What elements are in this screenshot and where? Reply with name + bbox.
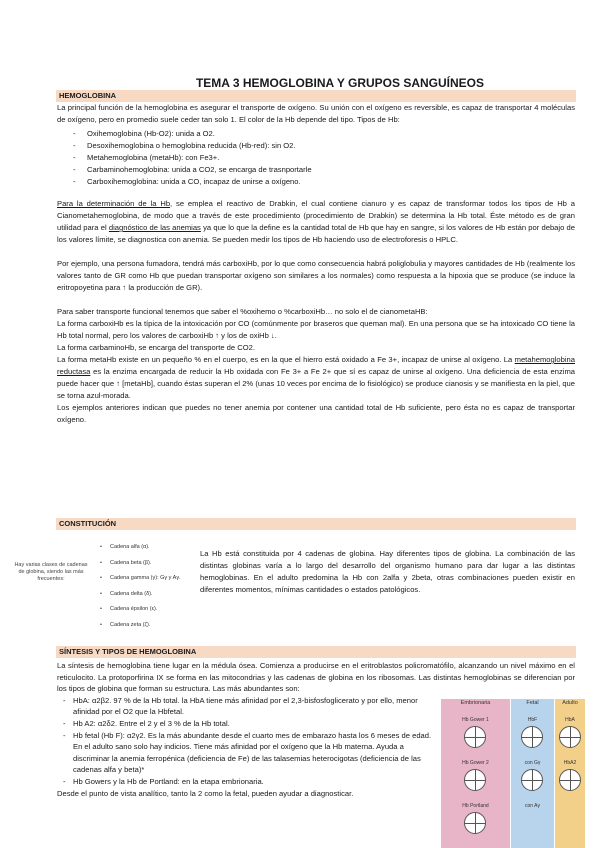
column-header: Fetal xyxy=(526,700,539,706)
fetal-column xyxy=(511,699,554,848)
diagram-label: con Gγ xyxy=(524,760,541,766)
diagram-label: Hb Portland xyxy=(462,803,489,809)
hb-variants-list xyxy=(57,695,435,788)
column-header: Adulto xyxy=(562,700,578,706)
drabkin-text-b: ya que lo que la define es la cantidad total de Hb que hay en sangre, si los valores de Hb están por debajo de los valores límite, se diagnostica con anemia. Se pueden medir los tipos de Hb haciendo uso de electroforesis o HPLC. xyxy=(57,223,575,244)
diagram-label: con Aγ xyxy=(524,803,540,809)
diagram-label: HbA2 xyxy=(563,760,577,766)
page-title: TEMA 3 HEMOGLOBINA Y GRUPOS SANGUÍNEOS xyxy=(195,76,485,90)
list-item: - Desoxihemoglobina o hemoglobina reducida (Hb-red): sin O2. xyxy=(73,140,575,152)
embrionaria-column xyxy=(441,699,510,848)
diagram-label: Hb Gower 2 xyxy=(462,760,489,766)
anemia-link-text: diagnóstico de las anemias xyxy=(108,223,201,232)
hb-types-list xyxy=(57,128,575,188)
list-item: - Hb A2: α2δ2. Entre el 2 y el 3 % de la Hb total. xyxy=(63,718,435,730)
list-item: - HbA: α2β2. 97 % de la Hb total. la HbA tiene más afinidad por el 2,3-bisfosfoglicerato y por ello, menor afinidad por el O2 que la Hbfetal. xyxy=(63,695,435,718)
section-heading-constitucion: CONSTITUCIÓN xyxy=(56,518,576,530)
chains-sidenote: Hay varias clases de cadenas de globina, siendo las más frecuentes: xyxy=(14,562,88,582)
carbamino-paragraph: La forma carbaminoHb, se encarga del transporte de CO2. xyxy=(57,343,255,352)
hb-molecule-icon xyxy=(559,726,581,748)
hb-molecule-icon xyxy=(559,769,581,791)
diagram-label: HbF xyxy=(527,717,538,723)
list-item: - Carboxihemoglobina: unida a CO, incapaz de unirse a oxígeno. xyxy=(73,176,575,188)
meta-text-b: es la enzima encargada de reducir la Hb oxidada con Fe 3+ a Fe 2+ que sí es capaz de unirse al oxígeno. Una deficiencia de esta enzima puede hacer que ↑ [metaHb], cuando éstas superan el 2% (unas 10 veces por encima de lo fisiológico) se produce cianosis y se manifiesta en la piel, que se torna azul-morada. xyxy=(57,367,575,400)
list-item: - Hb Gowers y la Hb de Portland: en la etapa embrionaria. xyxy=(63,776,435,788)
hb-molecule-icon xyxy=(464,769,486,791)
section-heading-sintesis: SÍNTESIS Y TIPOS DE HEMOGLOBINA xyxy=(56,646,576,658)
constitucion-text: La Hb está constituida por 4 cadenas de globina. Hay diferentes tipos de globina. La combinación de las distintas globinas varía a lo largo del desarrollo del organismo humano para dar lugar a las distintas hemoglobinas. En el adulto predomina la Hb con 2alfa y 2beta, otras combinaciones pueden existir en diferentes momentos, mínimas cantidades o estados patológicos. xyxy=(200,549,575,594)
drabkin-text-a: , se emplea el reactivo de Drabkin, el cual contiene cianuro y es capaz de transformar todos los tipos de Hb a Cianometahemoglobina, de modo que a través de este procedimiento (procedimiento de Drabkin) se determina la Hb total. Éste método es de gran utilidad para el xyxy=(57,199,575,232)
drabkin-paragraph xyxy=(57,198,575,246)
sintesis-outro: Desde el punto de vista analítico, tanto la 2 como la fetal, pueden ayudar a diagnosticar. xyxy=(57,788,354,798)
column-header: Embrionaria xyxy=(460,700,491,706)
carboxi-paragraph: La forma carboxiHb es la típica de la intoxicación por CO (comúnmente por braseros que queman mal). En una persona que se ha intoxicado CO tiene la Hb total normal, pero los valores de carboxiHb ↑ y los de oxiHb ↓. xyxy=(57,319,575,340)
hemoglobina-intro: La principal función de la hemoglobina es asegurar el transporte de oxígeno. Su unión con el oxígeno es reversible, es capaz de transportar 4 moléculas de oxígeno, pero en promedio suele ceder tan solo 1. El color de la Hb depende del tipo. Tipos de Hb: xyxy=(57,103,575,124)
list-item: • Cadena épsilon (ε). xyxy=(100,602,181,618)
adulto-column xyxy=(555,699,585,848)
list-item: • Cadena zeta (ζ). xyxy=(100,618,181,634)
hb-molecule-icon xyxy=(464,812,486,834)
diagram-label: Hb Gower 1 xyxy=(462,717,489,723)
meta-reductasa: metahemoglobina reductasa xyxy=(57,355,575,376)
hb-molecule-icon xyxy=(521,769,543,791)
sintesis-intro: La síntesis de hemoglobina tiene lugar en la médula ósea. Comienza a producirse en el eritroblastos policromatófilo, alcanzando un nivel máximo en el reticulocito. La protoporfirina IX se forma en las mitocondrias y las cadenas de globina en los ribosomas. Las distintas hemoglobinas se diferencian por los tipos de globina que forman su estructura. Las más abundantes son: xyxy=(57,661,575,694)
list-item: - Metahemoglobina (metaHb): con Fe3+. xyxy=(73,152,575,164)
list-item: - Oxihemoglobina (Hb-O2): unida a O2. xyxy=(73,128,575,140)
examples-paragraph: Los ejemplos anteriores indican que puedes no tener anemia por contener una cantidad total de Hb suficiente, pero ésta no es capaz de transportar oxígeno. xyxy=(57,403,575,424)
globin-chains-list xyxy=(100,540,181,633)
list-item: - Carbaminohemoglobina: unida a CO2, se encarga de trasnportarle xyxy=(73,164,575,176)
section-heading-hemoglobina: HEMOGLOBINA xyxy=(56,90,576,102)
list-item: • Cadena delta (δ). xyxy=(100,587,181,603)
hb-molecule-icon xyxy=(464,726,486,748)
list-item: • Cadena beta (β). xyxy=(100,556,181,572)
hb-molecule-icon xyxy=(521,726,543,748)
hemoglobina-section xyxy=(57,102,575,426)
list-item: • Cadena gamma (γ): Gγ y Aγ. xyxy=(100,571,181,587)
meta-paragraph xyxy=(57,354,575,402)
meta-text-a: La forma metaHb existe en un pequeño % en el cuerpo, es en la que el hierro está oxidado a Fe 3+, incapaz de unirse al oxígeno. La xyxy=(57,355,515,364)
functional-paragraph: Para saber transporte funcional tenemos que saber el %oxihemo o %carboxiHb… no solo el de cianometaHB: xyxy=(57,307,428,316)
diagram-label: HbA xyxy=(565,717,575,723)
list-item: - Hb fetal (Hb F): α2γ2. Es la más abundante desde el cuarto mes de embarazo hasta los 6 meses de edad. En el adulto sano solo hay indicios. Tiene más afinidad por el oxígeno que la Hb materna. Ayuda a discriminar la anemia ferropénica (deficiencia de Fe) de las talasemias heterocigotas (deficiencia de las cadenas alfa y beta)* xyxy=(63,730,435,776)
list-item: • Cadena alfa (α). xyxy=(100,540,181,556)
smoker-paragraph: Por ejemplo, una persona fumadora, tendrá más carboxiHb, por lo que como consecuencia habrá poliglobulia y mayores cantidades de Hb (realmente los valores tanto de GR como Hb que puedan transportar oxígeno son similares a los normales) como respuesta a la hipoxia que se produce (se induce la eritropoyetina para ↑ la producción de GR). xyxy=(57,259,575,292)
drabkin-lead: Para la determinación de la Hb xyxy=(57,199,171,208)
hb-types-diagram xyxy=(441,699,585,848)
